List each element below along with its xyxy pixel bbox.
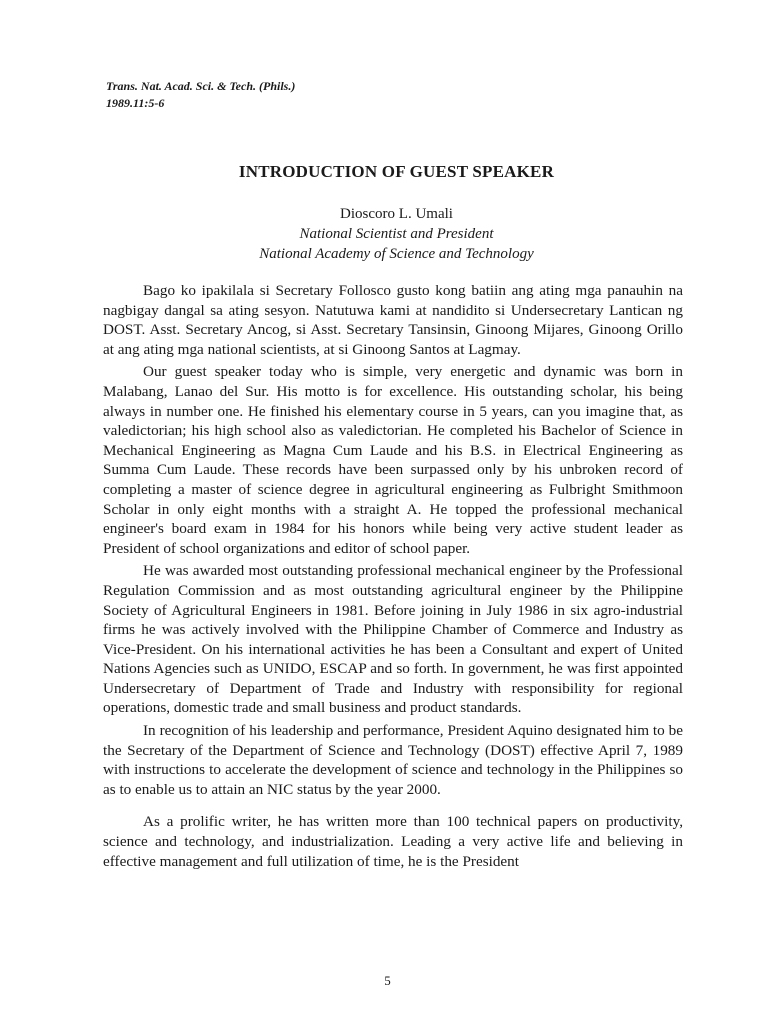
- article-body: [103, 281, 683, 874]
- citation-volume: 1989.11:5-6: [106, 96, 165, 110]
- author-byline: [0, 204, 768, 264]
- paragraph-2: Our guest speaker today who is simple, very energetic and dynamic was born in Malabang, Lanao del Sur. His motto is for excellence. His outstanding scholar, his being always in number one. He finished his elementary course in 5 years, can you imagine that, as valedictorian; his high school also as valedictorian. He completed his Bachelor of Science in Mechanical Engineering as Magna Cum Laude and his B.S. in Electrical Engineering as Summa Cum Laude. These records have been surpassed only by his unbroken record of completing a master of science degree in agricultural engineering as Fulbright Smithmoon Scholar in only eight months with a straight A. He topped the professional mechanical engineer's board exam in 1984 for his honors while being very active student leader as President of school organizations and editor of school paper.: [103, 363, 683, 557]
- paragraph-1: Bago ko ipakilala si Secretary Follosco gusto kong batiin ang ating mga panauhin na nagbigay dangal sa ating sesyon. Natutuwa kami at nandidito si Undersecretary Lantican ng DOST. Asst. Secretary Ancog, si Asst. Secretary Tansinsin, Ginoong Mijares, Ginoong Orillo at ang ating mga national scientists, at si Ginoong Santos at Lagmay.: [103, 282, 683, 358]
- author-name: Dioscoro L. Umali: [340, 206, 453, 222]
- paragraph-3: He was awarded most outstanding professional mechanical engineer by the Professional Regulation Commission and as most outstanding agricultural engineer by the Philippine Society of Agricultural Engineers in 1981. Before joining in July 1986 in six agro-industrial firms he was actively involved with the Philippine Chamber of Commerce and Industry as Vice-President. On his international activities he has been a Consultant and expert of United Nations Agencies such as UNIDO, ESCAP and so forth. In government, he was first appointed Undersecretary of Department of Trade and Industry with responsibility for regional operations, domestic trade and small business and product standards.: [103, 562, 683, 717]
- citation-journal: Trans. Nat. Acad. Sci. & Tech. (Phils.): [106, 79, 296, 93]
- page-title: INTRODUCTION OF GUEST SPEAKER: [238, 162, 555, 181]
- author-role: National Scientist and President: [299, 226, 494, 242]
- page-number: 5: [384, 973, 391, 988]
- paragraph-5: As a prolific writer, he has written more than 100 technical papers on productivity, science and technology, and industrialization. Leading a very active life and believing in effective management and full utilization of time, he is the President: [103, 813, 683, 870]
- paragraph-4: In recognition of his leadership and performance, President Aquino designated him to be the Secretary of the Department of Science and Technology (DOST) effective April 7, 1989 with instructions to accelerate the development of science and technology in the Philippines so as to enable us to attain an NIC status by the year 2000.: [103, 722, 683, 798]
- author-affiliation: National Academy of Science and Technology: [259, 246, 534, 262]
- journal-citation: [106, 78, 295, 112]
